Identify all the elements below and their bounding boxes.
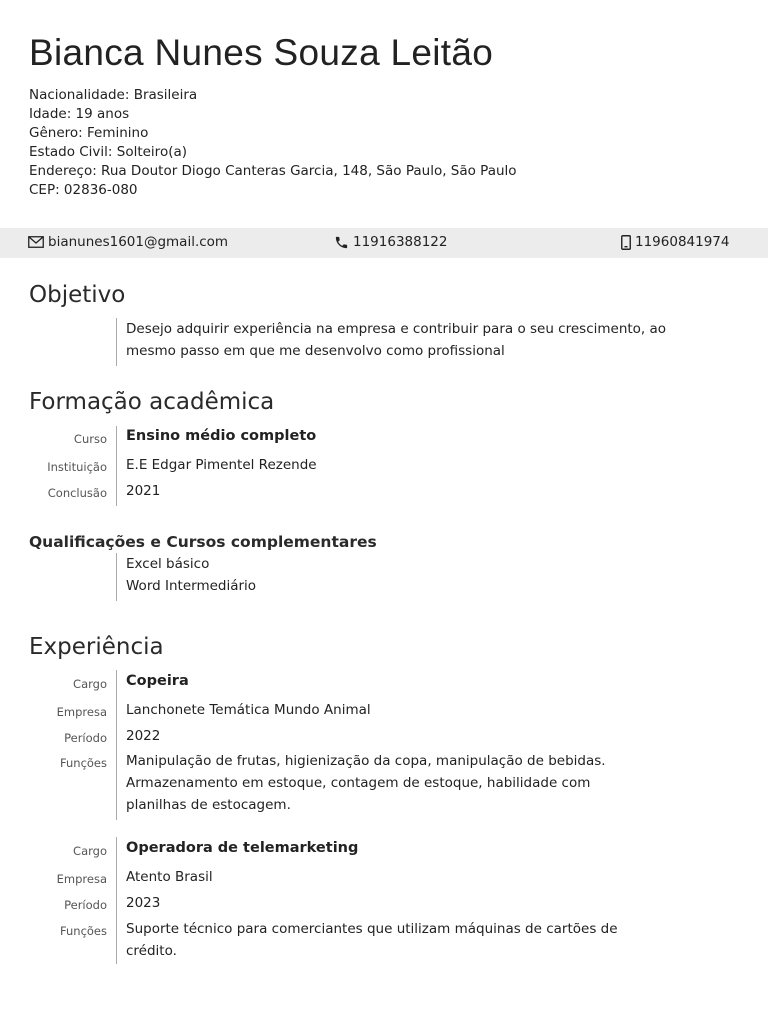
divider-line [116,318,117,366]
gender: Gênero: Feminino [29,125,149,141]
role-label: Cargo [73,677,107,691]
divider-line [116,837,117,964]
duties-label: Funções [60,756,107,770]
mobile-icon [621,235,631,250]
envelope-icon [28,236,44,248]
divider-line [116,426,117,506]
contact-bar [0,228,768,258]
role-value: Copeira [126,673,189,689]
divider-line [116,553,117,601]
role-value: Operadora de telemarketing [126,840,359,856]
company-label: Empresa [56,872,107,886]
divider-line [116,670,117,820]
nationality: Nacionalidade: Brasileira [29,87,198,103]
company-value: Lanchonete Temática Mundo Animal [126,702,371,718]
experience-title: Experiência [29,634,164,660]
education-block [0,426,768,506]
phone-text[interactable]: 11916388122 [353,234,448,250]
mobile-text[interactable]: 11960841974 [635,234,730,250]
course-label: Curso [73,432,107,446]
phone-icon [334,235,349,250]
address: Endereço: Rua Doutor Diogo Canteras Garcia, 148, São Paulo, São Paulo [29,163,517,179]
institution-value: E.E Edgar Pimentel Rezende [126,457,317,473]
completion-value: 2021 [126,483,161,499]
qualification-item: Word Intermediário [126,578,257,594]
marital-status: Estado Civil: Solteiro(a) [29,144,188,160]
objective-line-1: Desejo adquirir experiência na empresa e contribuir para o seu crescimento, ao [126,321,667,337]
job-entry [0,670,768,820]
objective-line-2: mesmo passo em que me desenvolvo como profissional [126,343,505,359]
course-value: Ensino médio completo [126,428,317,444]
duties-value: Manipulação de frutas, higienização da copa, manipulação de bebidas. Armazenamento em estoque, contagem de estoque, habilidade com planilhas de estocagem. [126,753,606,813]
qualifications-title: Qualificações e Cursos complementares [29,533,377,551]
qualifications-block [0,553,768,601]
company-value: Atento Brasil [126,869,213,885]
objective-block [0,318,768,366]
duties-value: Suporte técnico para comerciantes que utilizam máquinas de cartões de crédito. [126,921,618,959]
period-value: 2022 [126,728,161,744]
education-title: Formação acadêmica [29,389,275,415]
personal-info [29,86,517,200]
candidate-name: Bianca Nunes Souza Leitão [29,32,494,73]
period-label: Período [64,898,107,912]
company-label: Empresa [56,705,107,719]
postal-code: CEP: 02836-080 [29,182,138,198]
age: Idade: 19 anos [29,106,130,122]
email-text[interactable]: bianunes1601@gmail.com [48,234,229,250]
objective-title: Objetivo [29,282,126,308]
duties-label: Funções [60,924,107,938]
job-entry [0,837,768,964]
period-label: Período [64,731,107,745]
contact-email[interactable] [28,234,228,250]
institution-label: Instituição [47,460,107,474]
qualification-item: Excel básico [126,556,210,572]
contact-mobile[interactable] [621,234,729,250]
contact-phone[interactable] [334,234,447,250]
role-label: Cargo [73,844,107,858]
completion-label: Conclusão [47,486,107,500]
period-value: 2023 [126,895,161,911]
